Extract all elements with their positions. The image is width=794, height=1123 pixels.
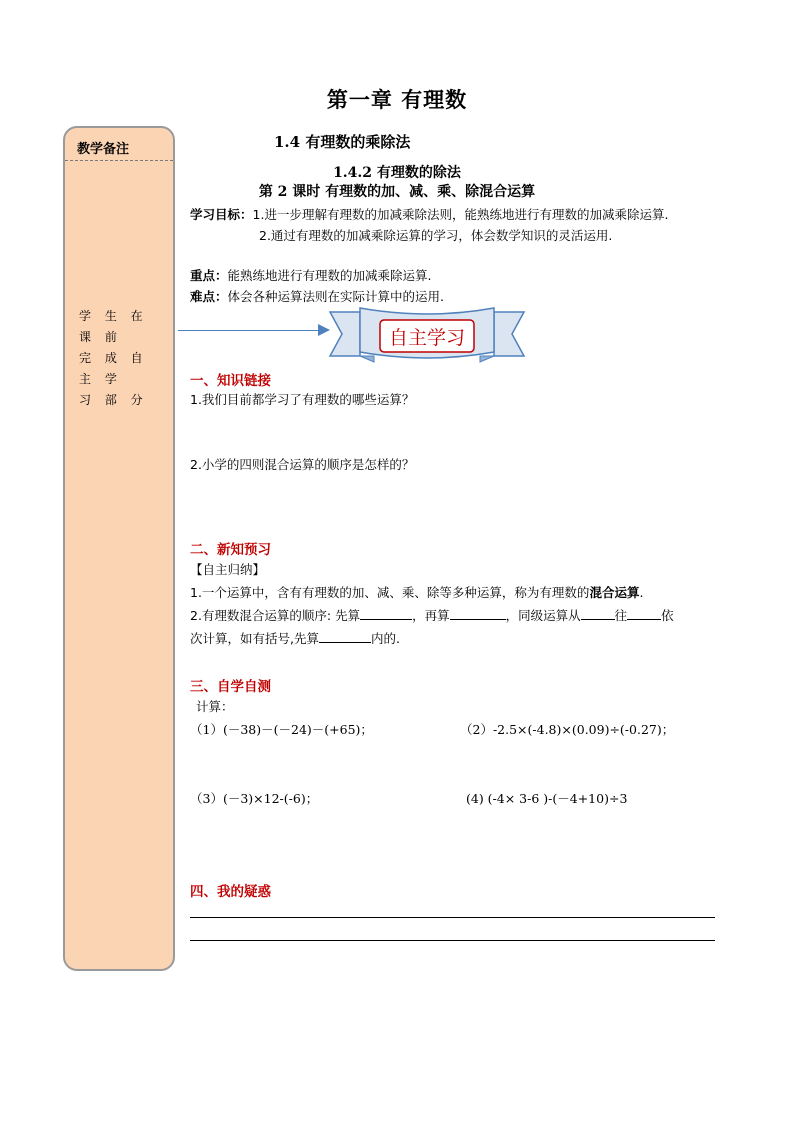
part2-line-3-text-b: 内的. [370,631,400,646]
part2-line-3 [190,629,400,647]
subsection-title: 1.4.2 有理数的除法 [333,165,461,181]
goal-item-2: 2.通过有理数的加减乘除运算的学习，体会数学知识的灵活运用. [259,228,613,243]
part2-line-2-text-a: 2.有理数混合运算的顺序: 先算 [190,608,361,623]
sidebar-title: 教学备注 [77,142,130,157]
goal-item-1: 1.进一步理解有理数的加减乘除法则，能熟练地进行有理数的加减乘除运算. [252,207,669,222]
part2-line-1-end: . [639,585,644,600]
chapter-title: 第一章 有理数 [326,87,468,112]
problem-4: (4) (-4× 3-6 )-(－4+10)÷3 [466,791,628,806]
part1-heading: 一、知识链接 [190,373,271,389]
problem-3: （3）(－3)×12-(-6)； [190,791,319,806]
fill-blank[interactable] [581,606,615,620]
mixed-operation-term: 混合运算 [589,585,640,600]
banner-text: 自主学习 [388,327,465,349]
sidebar-note [79,306,165,411]
part2-line-2-text-b: ，再算 [412,608,450,623]
part2-line-2 [190,606,674,624]
focus-text: 能熟练地进行有理数的加减乘除运算. [227,268,432,283]
part2-line-3-text-a: 次计算，如有括号,先算 [190,631,319,646]
difficulty-text: 体会各种运算法则在实际计算中的运用. [227,289,444,304]
self-summary-label: 【自主归纳】 [190,562,266,577]
part4-heading: 四、我的疑惑 [190,884,271,900]
part2-heading: 二、新知预习 [190,542,271,558]
part3-heading: 三、自学自测 [190,679,271,695]
sidebar-note-line: 完 成 自 主 学 [79,351,148,386]
part2-line-2-text-e: 依 [661,608,674,623]
answer-line[interactable] [190,940,715,941]
part2-line-1-text: 1.一个运算中，含有有理数的加、减、乘、除等多种运算，称为有理数的 [190,585,590,600]
fill-blank[interactable] [360,606,412,620]
focus-line [190,266,432,284]
sidebar-note-line: 习 部 分 [79,393,148,407]
answer-line[interactable] [190,917,715,918]
part2-line-2-text-d: 往 [614,608,628,623]
part2-line-1 [190,583,643,601]
part3-intro: 计算： [196,699,234,714]
difficulty-label: 难点： [190,289,228,304]
fill-blank[interactable] [319,629,371,643]
goals-label: 学习目标： [190,207,253,222]
sidebar-note-line: 学 生 在 课 前 [79,309,148,344]
arrow-connector [178,330,326,331]
sidebar-divider [65,160,173,161]
problem-1: （1）(－38)－(－24)－(+65)； [190,722,373,737]
focus-label: 重点： [190,268,228,283]
part1-question-1: 1.我们目前都学习了有理数的哪些运算？ [190,392,415,407]
learning-goals-1 [190,205,668,223]
part1-question-2: 2.小学的四则混合运算的顺序是怎样的？ [190,457,415,472]
problem-2: （2）-2.5×(-4.8)×(0.09)÷(-0.27)； [460,722,675,737]
fill-blank[interactable] [627,606,661,620]
part2-line-2-text-c: ，同级运算从 [505,608,581,623]
section-title: 1.4 有理数的乘除法 [274,133,411,151]
difficulty-line [190,287,444,305]
fill-blank[interactable] [450,606,506,620]
lesson-title: 第 2 课时 有理数的加、减、乘、除混合运算 [258,184,536,200]
teaching-notes-sidebar [63,126,175,971]
